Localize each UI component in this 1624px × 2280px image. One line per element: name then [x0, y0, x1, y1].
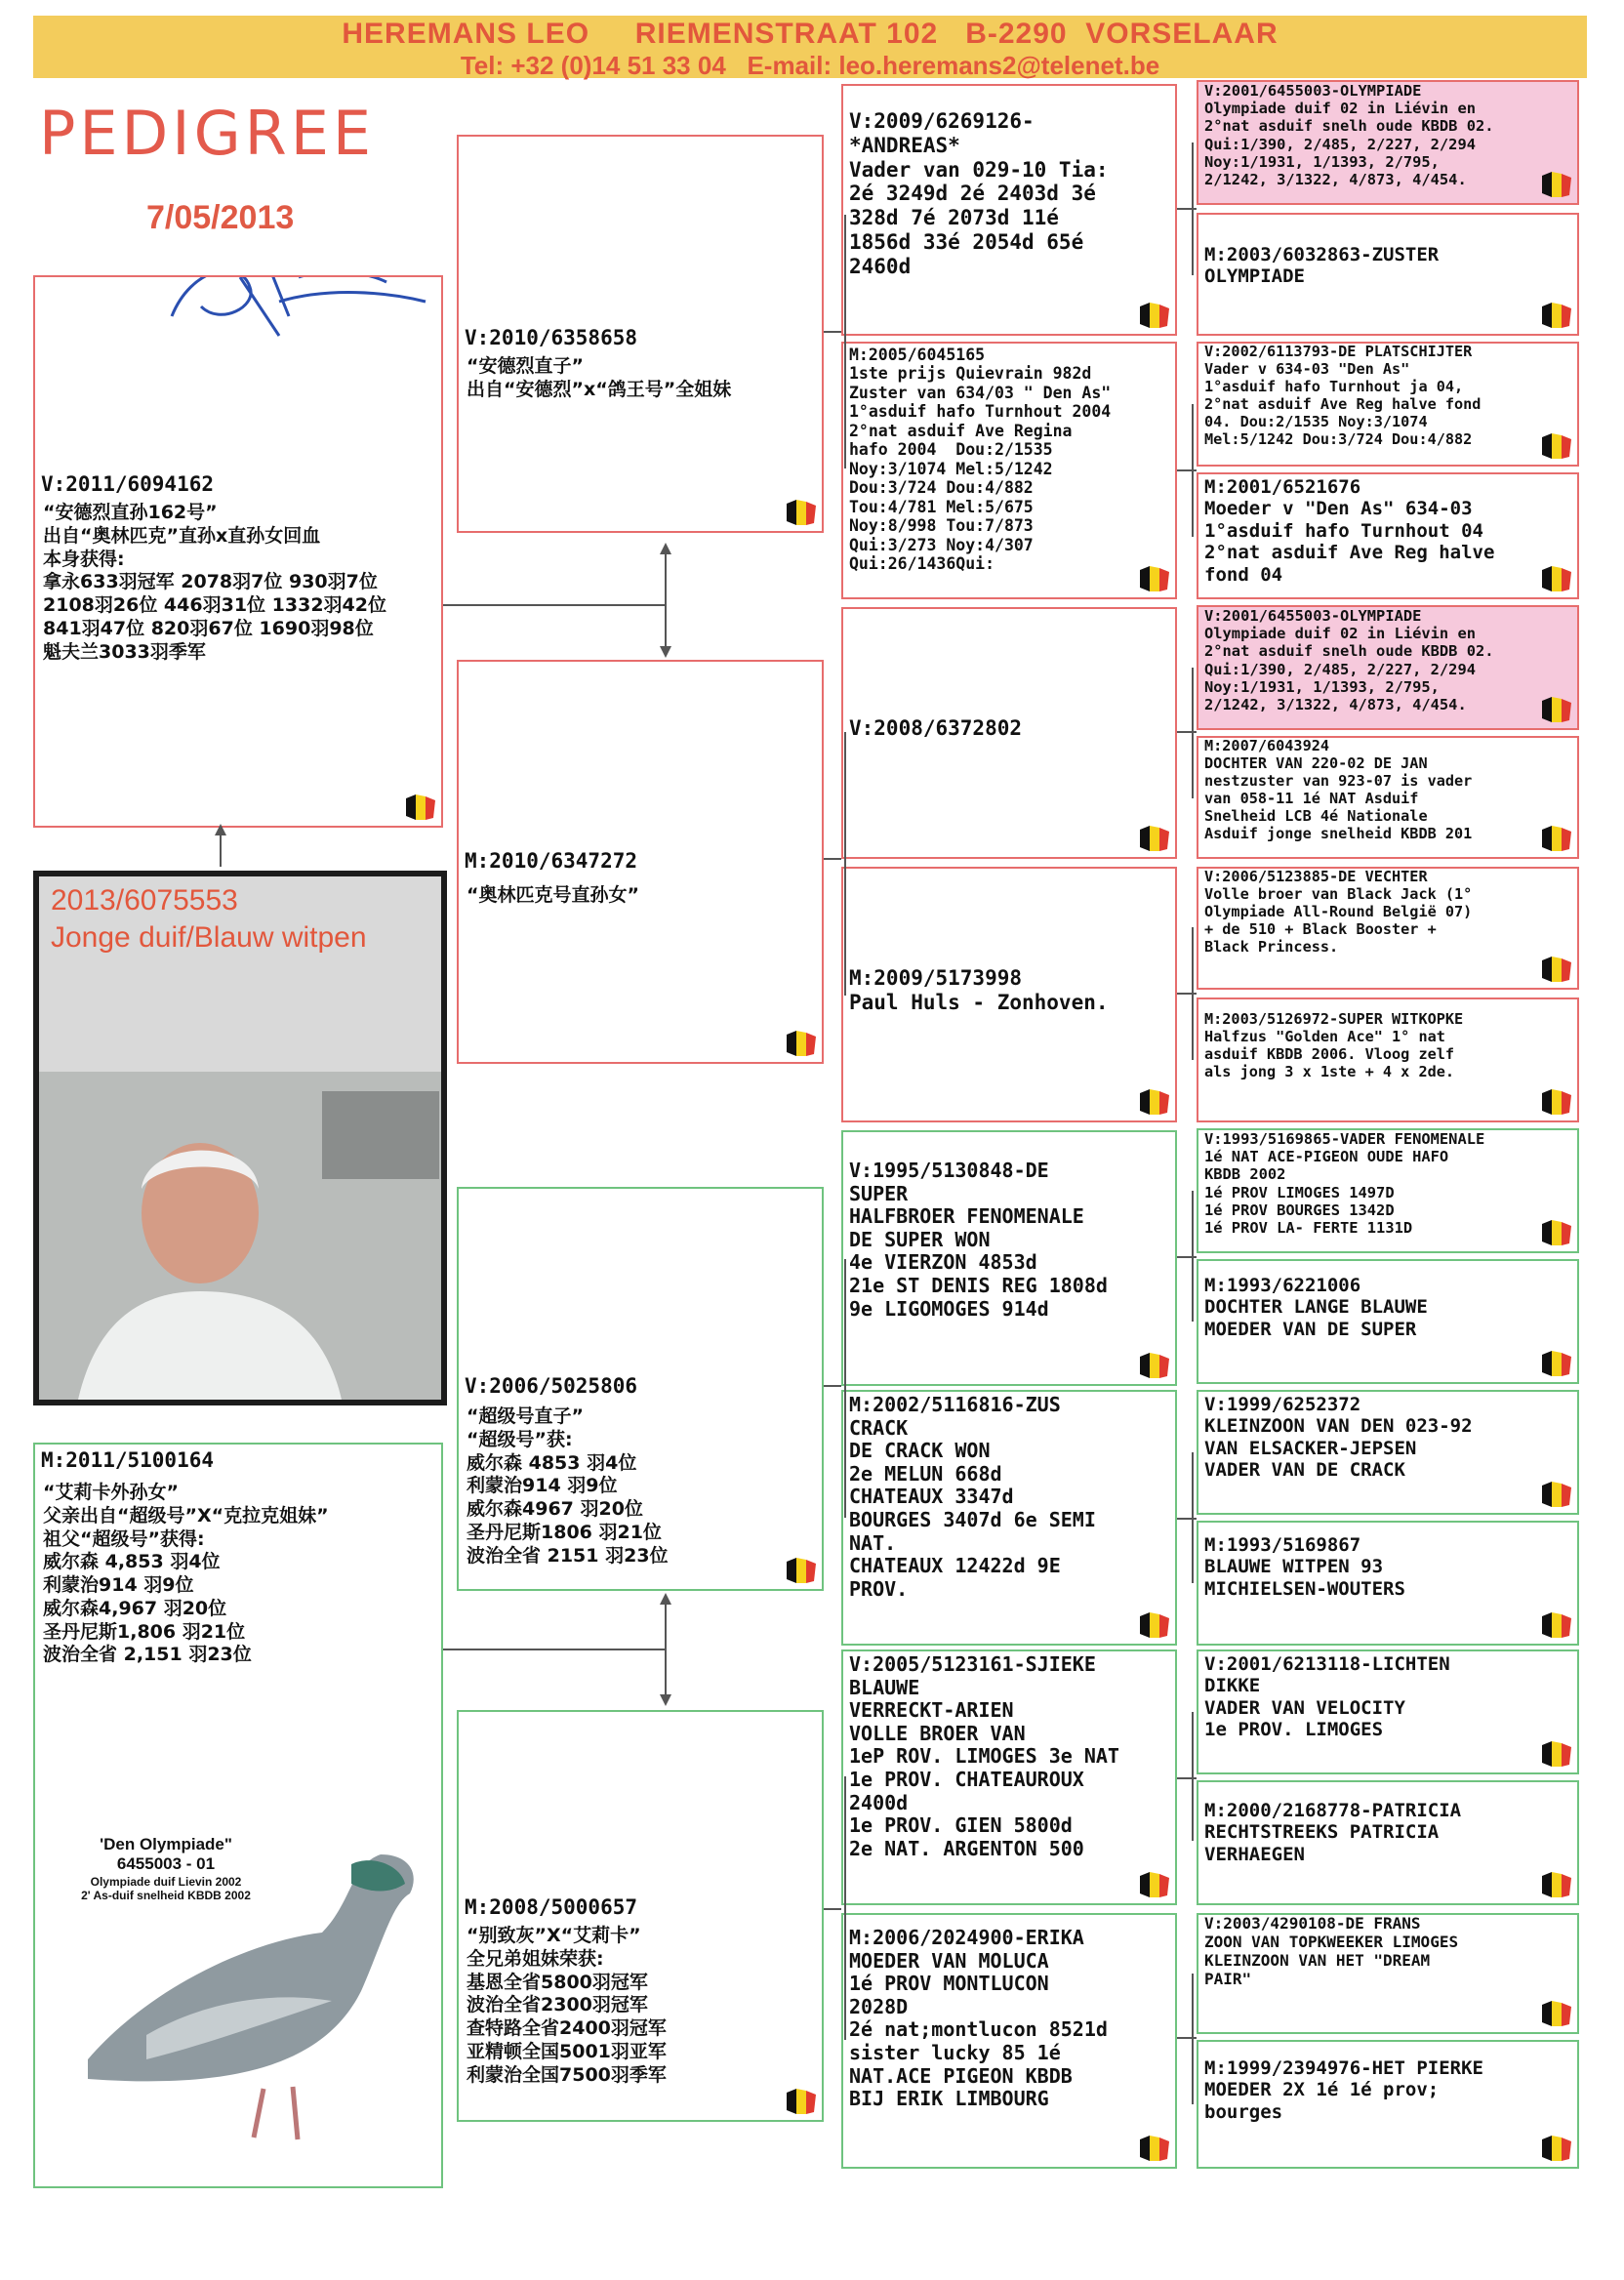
gen3-box — [841, 867, 1177, 1122]
gen3-box — [841, 342, 1177, 599]
belgium-flag-icon — [1540, 1087, 1573, 1117]
belgium-flag-icon — [1540, 824, 1573, 853]
gen3-text: M:2005/6045165 1ste prijs Quievrain 982d Zuster van 634/03 " Den As" 1°asduif hafo Turnhout 2004 2°nat asduif Ave Regina hafo 2004 Dou:2/1535 Noy:3/1074 Mel:5/1242 Dou:3/724 Dou:4/882 Tou:4/781 Mel:5/675 Noy:8/998 Tou:7/873 Qui:3/273 Noy:4/307 Qui:26/1436Qui: — [849, 346, 1112, 574]
photo-ring: 2013/6075553 — [51, 884, 238, 916]
gen2-ring: V:2006/5025806 — [465, 1374, 638, 1398]
belgium-flag-icon — [1138, 1087, 1171, 1117]
gen4-text: M:2000/2168778-PATRICIA RECHTSTREEKS PATRICIA VERHAEGEN — [1204, 1800, 1462, 1865]
gen4-text: M:2001/6521676 Moeder v "Den As" 634-03 1°asduif hafo Turnhout 04 2°nat asduif Ave Reg halve fond 04 — [1204, 476, 1495, 586]
gen4-box — [1197, 80, 1579, 205]
gen3-text: M:2002/5116816-ZUS CRACK DE CRACK WON 2e MELUN 668d CHATEAUX 3347d BOURGES 3407d 6e SEMI NAT. CHATEAUX 12422d 9E PROV. — [849, 1393, 1096, 1601]
gen4-text: V:1999/6252372 KLEINZOON VAN DEN 023-92 VAN ELSACKER-JEPSEN VADER VAN DE CRACK — [1204, 1394, 1473, 1482]
gen2-sire-dam — [457, 660, 824, 1064]
gen4-text: M:1999/2394976-HET PIERKE MOEDER 2X 1é 1é prov; bourges — [1204, 2057, 1483, 2123]
belgium-flag-icon — [1540, 1610, 1573, 1640]
gen2-notes: “超级号直子” “超级号”获: 威尔森 4853 羽4位 利蒙治914 羽9位 威尔森4967 羽20位 圣丹尼斯1806 羽21位 波治全省 2151 羽23位 — [467, 1405, 669, 1567]
photo-desc: Jonge duif/Blauw witpen — [51, 921, 367, 954]
gen2-ring: M:2010/6347272 — [465, 849, 638, 873]
belgium-flag-icon — [1138, 824, 1171, 853]
gen4-text: V:2001/6213118-LICHTEN DIKKE VADER VAN VELOCITY 1e PROV. LIMOGES — [1204, 1653, 1450, 1741]
gen4-box — [1197, 472, 1579, 599]
gen2-ring: M:2008/5000657 — [465, 1895, 638, 1919]
pigeon-caption — [49, 1835, 283, 1903]
gen4-text: V:2001/6455003-OLYMPIADE Olympiade duif 02 in Liévin en 2°nat asduif snelh oude KBDB 02. Qui:1/390, 2/485, 2/227, 2/294 Noy:1/1931, 1/1393, 2/795, 2/1242, 3/1322, 4/873, 4/454. — [1204, 607, 1494, 713]
gen4-box — [1197, 605, 1579, 730]
gen2-notes: “别致灰”X“艾莉卡” 全兄弟姐妹荣获: 基恩全省5800羽冠军 波治全省2300羽冠军 查特路全省2400羽冠军 亚精顿全国5001羽亚军 利蒙治全国7500羽季军 — [467, 1925, 667, 2086]
gen4-box — [1197, 1913, 1579, 2034]
gen3-text: M:2009/5173998 Paul Huls - Zonhoven. — [849, 966, 1109, 1014]
belgium-flag-icon — [1540, 2134, 1573, 2163]
belgium-flag-icon — [1540, 170, 1573, 199]
gen3-text: V:2008/6372802 — [849, 716, 1023, 740]
belgium-flag-icon — [1540, 1218, 1573, 1247]
gen4-box — [1197, 1390, 1579, 1515]
belgium-flag-icon — [1540, 431, 1573, 461]
gen4-box — [1197, 736, 1579, 859]
gen2-ring: V:2010/6358658 — [465, 326, 638, 349]
gen4-box — [1197, 998, 1579, 1122]
gen4-box — [1197, 1649, 1579, 1774]
breeder-photo — [33, 871, 447, 1405]
belgium-flag-icon — [404, 793, 437, 822]
gen4-text: M:1993/5169867 BLAUWE WITPEN 93 MICHIELSEN-WOUTERS — [1204, 1534, 1405, 1600]
gen3-box — [841, 1913, 1177, 2169]
header-banner — [33, 16, 1587, 78]
gen2-dam-dam — [457, 1710, 824, 2122]
sire-notes: “安德烈直孙162号” 出自“奥林匹克”直孙x直孙女回血 本身获得: 拿永633羽冠军 2078羽7位 930羽7位 2108羽26位 446羽31位 1332羽42位 841羽47位 820羽67位 1690羽98位 魁夫兰3033羽季军 — [43, 502, 386, 663]
belgium-flag-icon — [1138, 301, 1171, 330]
gen4-box — [1197, 1780, 1579, 1905]
gen3-box — [841, 1390, 1177, 1646]
gen4-text: V:2001/6455003-OLYMPIADE Olympiade duif 02 in Liévin en 2°nat asduif snelh oude KBDB 02. Qui:1/390, 2/485, 2/227, 2/294 Noy:1/1931, 1/1393, 2/795, 2/1242, 3/1322, 4/873, 4/454. — [1204, 82, 1494, 188]
belgium-flag-icon — [785, 1556, 818, 1585]
belgium-flag-icon — [1540, 695, 1573, 724]
page-title: PEDIGREE — [39, 98, 376, 169]
gen4-box — [1197, 2040, 1579, 2169]
gen3-box — [841, 1130, 1177, 1386]
breeder-address: HEREMANS LEO RIEMENSTRAAT 102 B-2290 VORSELAAR — [342, 18, 1279, 50]
dam-notes: “艾莉卡外孙女” 父亲出自“超级号”X“克拉克姐妹” 祖父“超级号”获得: 威尔森 4,853 羽4位 利蒙治914 羽9位 威尔森4,967 羽20位 圣丹尼斯1,806 羽21位 波治全省 2,151 羽23位 — [43, 1482, 329, 1666]
gen3-text: V:2005/5123161-SJIEKE BLAUWE VERRECKT-ARIEN VOLLE BROER VAN 1eP ROV. LIMOGES 3e NAT 1e PROV. CHATEAUROUX 2400d 1e PROV. GIEN 5800d 2e NAT. ARGENTON 500 — [849, 1652, 1119, 1860]
belgium-flag-icon — [785, 1029, 818, 1058]
belgium-flag-icon — [1540, 301, 1573, 330]
gen4-box — [1197, 213, 1579, 336]
sire-ring: V:2011/6094162 — [41, 472, 215, 496]
gen3-box — [841, 607, 1177, 859]
belgium-flag-icon — [785, 498, 818, 527]
gen4-box — [1197, 1521, 1579, 1646]
gen4-text: M:2003/5126972-SUPER WITKOPKE Halfzus "Golden Ace" 1° nat asduif KBDB 2006. Vloog zelf als jong 3 x 1ste + 4 x 2de. — [1204, 1010, 1464, 1080]
belgium-flag-icon — [1138, 1351, 1171, 1380]
pigeon-caption-4: 2' As-duif snelheid KBDB 2002 — [81, 1889, 251, 1903]
gen4-text: M:1993/6221006 DOCHTER LANGE BLAUWE MOEDER VAN DE SUPER — [1204, 1275, 1428, 1340]
gen2-notes: “安德烈直子” 出自“安德烈”x“鸽王号”全姐妹 — [467, 355, 732, 400]
gen4-box — [1197, 867, 1579, 990]
pigeon-caption-2: 6455003 - 01 — [116, 1854, 216, 1874]
pigeon-caption-1: 'Den Olympiade" — [100, 1835, 232, 1853]
belgium-flag-icon — [1138, 1610, 1171, 1640]
belgium-flag-icon — [1540, 1999, 1573, 2028]
gen4-text: V:2006/5123885-DE VECHTER Volle broer van Black Jack (1° Olympiade All-Round België 07) + de 510 + Black Booster + Black Princess. — [1204, 868, 1473, 956]
gen4-text: V:2002/6113793-DE PLATSCHIJTER Vader v 634-03 "Den As" 1°asduif hafo Turnhout ja 04, 2°nat asduif Ave Reg halve fond 04. Dou:2/1535 Noy:3/1074 Mel:5/1242 Dou:3/724 Dou:4/882 — [1204, 343, 1482, 448]
gen2-notes: “奥林匹克号直孙女” — [467, 884, 639, 906]
sire-box — [33, 275, 443, 828]
gen2-sire-sire — [457, 135, 824, 533]
belgium-flag-icon — [1138, 1870, 1171, 1899]
gen4-box — [1197, 1259, 1579, 1384]
breeder-contact: Tel: +32 (0)14 51 33 04 E-mail: leo.heremans2@telenet.be — [460, 51, 1160, 80]
gen4-text: V:2003/4290108-DE FRANS ZOON VAN TOPKWEEKER LIMOGES KLEINZOON VAN HET "DREAM PAIR" — [1204, 1914, 1459, 1988]
gen3-text: V:2009/6269126- *ANDREAS* Vader van 029-10 Tia: 2é 3249d 2é 2403d 3é 328d 7é 2073d 11é 1856d 33é 2054d 65é 2460d — [849, 109, 1109, 278]
belgium-flag-icon — [1540, 1870, 1573, 1899]
belgium-flag-icon — [1540, 1480, 1573, 1509]
gen3-text: M:2006/2024900-ERIKA MOEDER VAN MOLUCA 1é PROV MONTLUCON 2028D 2é nat;montlucon 8521d sister lucky 85 1é NAT.ACE PIGEON KBDB BIJ ERIK LIMBOURG — [849, 1926, 1108, 2111]
pigeon-caption-3: Olympiade duif Lievin 2002 — [90, 1874, 242, 1889]
gen3-text: V:1995/5130848-DE SUPER HALFBROER FENOMENALE DE SUPER WON 4e VIERZON 4853d 21e ST DENIS REG 1808d 9e LIGOMOGES 914d — [849, 1159, 1108, 1321]
gen3-box — [841, 84, 1177, 336]
belgium-flag-icon — [1540, 564, 1573, 593]
belgium-flag-icon — [1540, 1349, 1573, 1378]
belgium-flag-icon — [1138, 2134, 1171, 2163]
gen4-box — [1197, 342, 1579, 467]
breeder-portrait — [39, 1072, 441, 1400]
pedigree-date: 7/05/2013 — [146, 199, 295, 236]
gen3-box — [841, 1649, 1177, 1905]
dam-ring: M:2011/5100164 — [41, 1448, 215, 1472]
gen4-text: M:2003/6032863-ZUSTER OLYMPIADE — [1204, 244, 1440, 288]
gen2-dam-sire — [457, 1187, 824, 1591]
gen4-text: M:2007/6043924 DOCHTER VAN 220-02 DE JAN nestzuster van 923-07 is vader van 058-11 1é NAT Asduif Snelheid LCB 4é Nationale Asduif jonge snelheid KBDB 201 — [1204, 737, 1473, 842]
belgium-flag-icon — [1138, 564, 1171, 593]
belgium-flag-icon — [1540, 955, 1573, 984]
gen4-box — [1197, 1128, 1579, 1253]
gen4-text: V:1993/5169865-VADER FENOMENALE 1é NAT ACE-PIGEON OUDE HAFO KBDB 2002 1é PROV LIMOGES 1497D 1é PROV BOURGES 1342D 1é PROV LA- FERTE 1131D — [1204, 1130, 1485, 1237]
signature-icon — [133, 275, 443, 355]
belgium-flag-icon — [1540, 1739, 1573, 1769]
belgium-flag-icon — [785, 2087, 818, 2116]
